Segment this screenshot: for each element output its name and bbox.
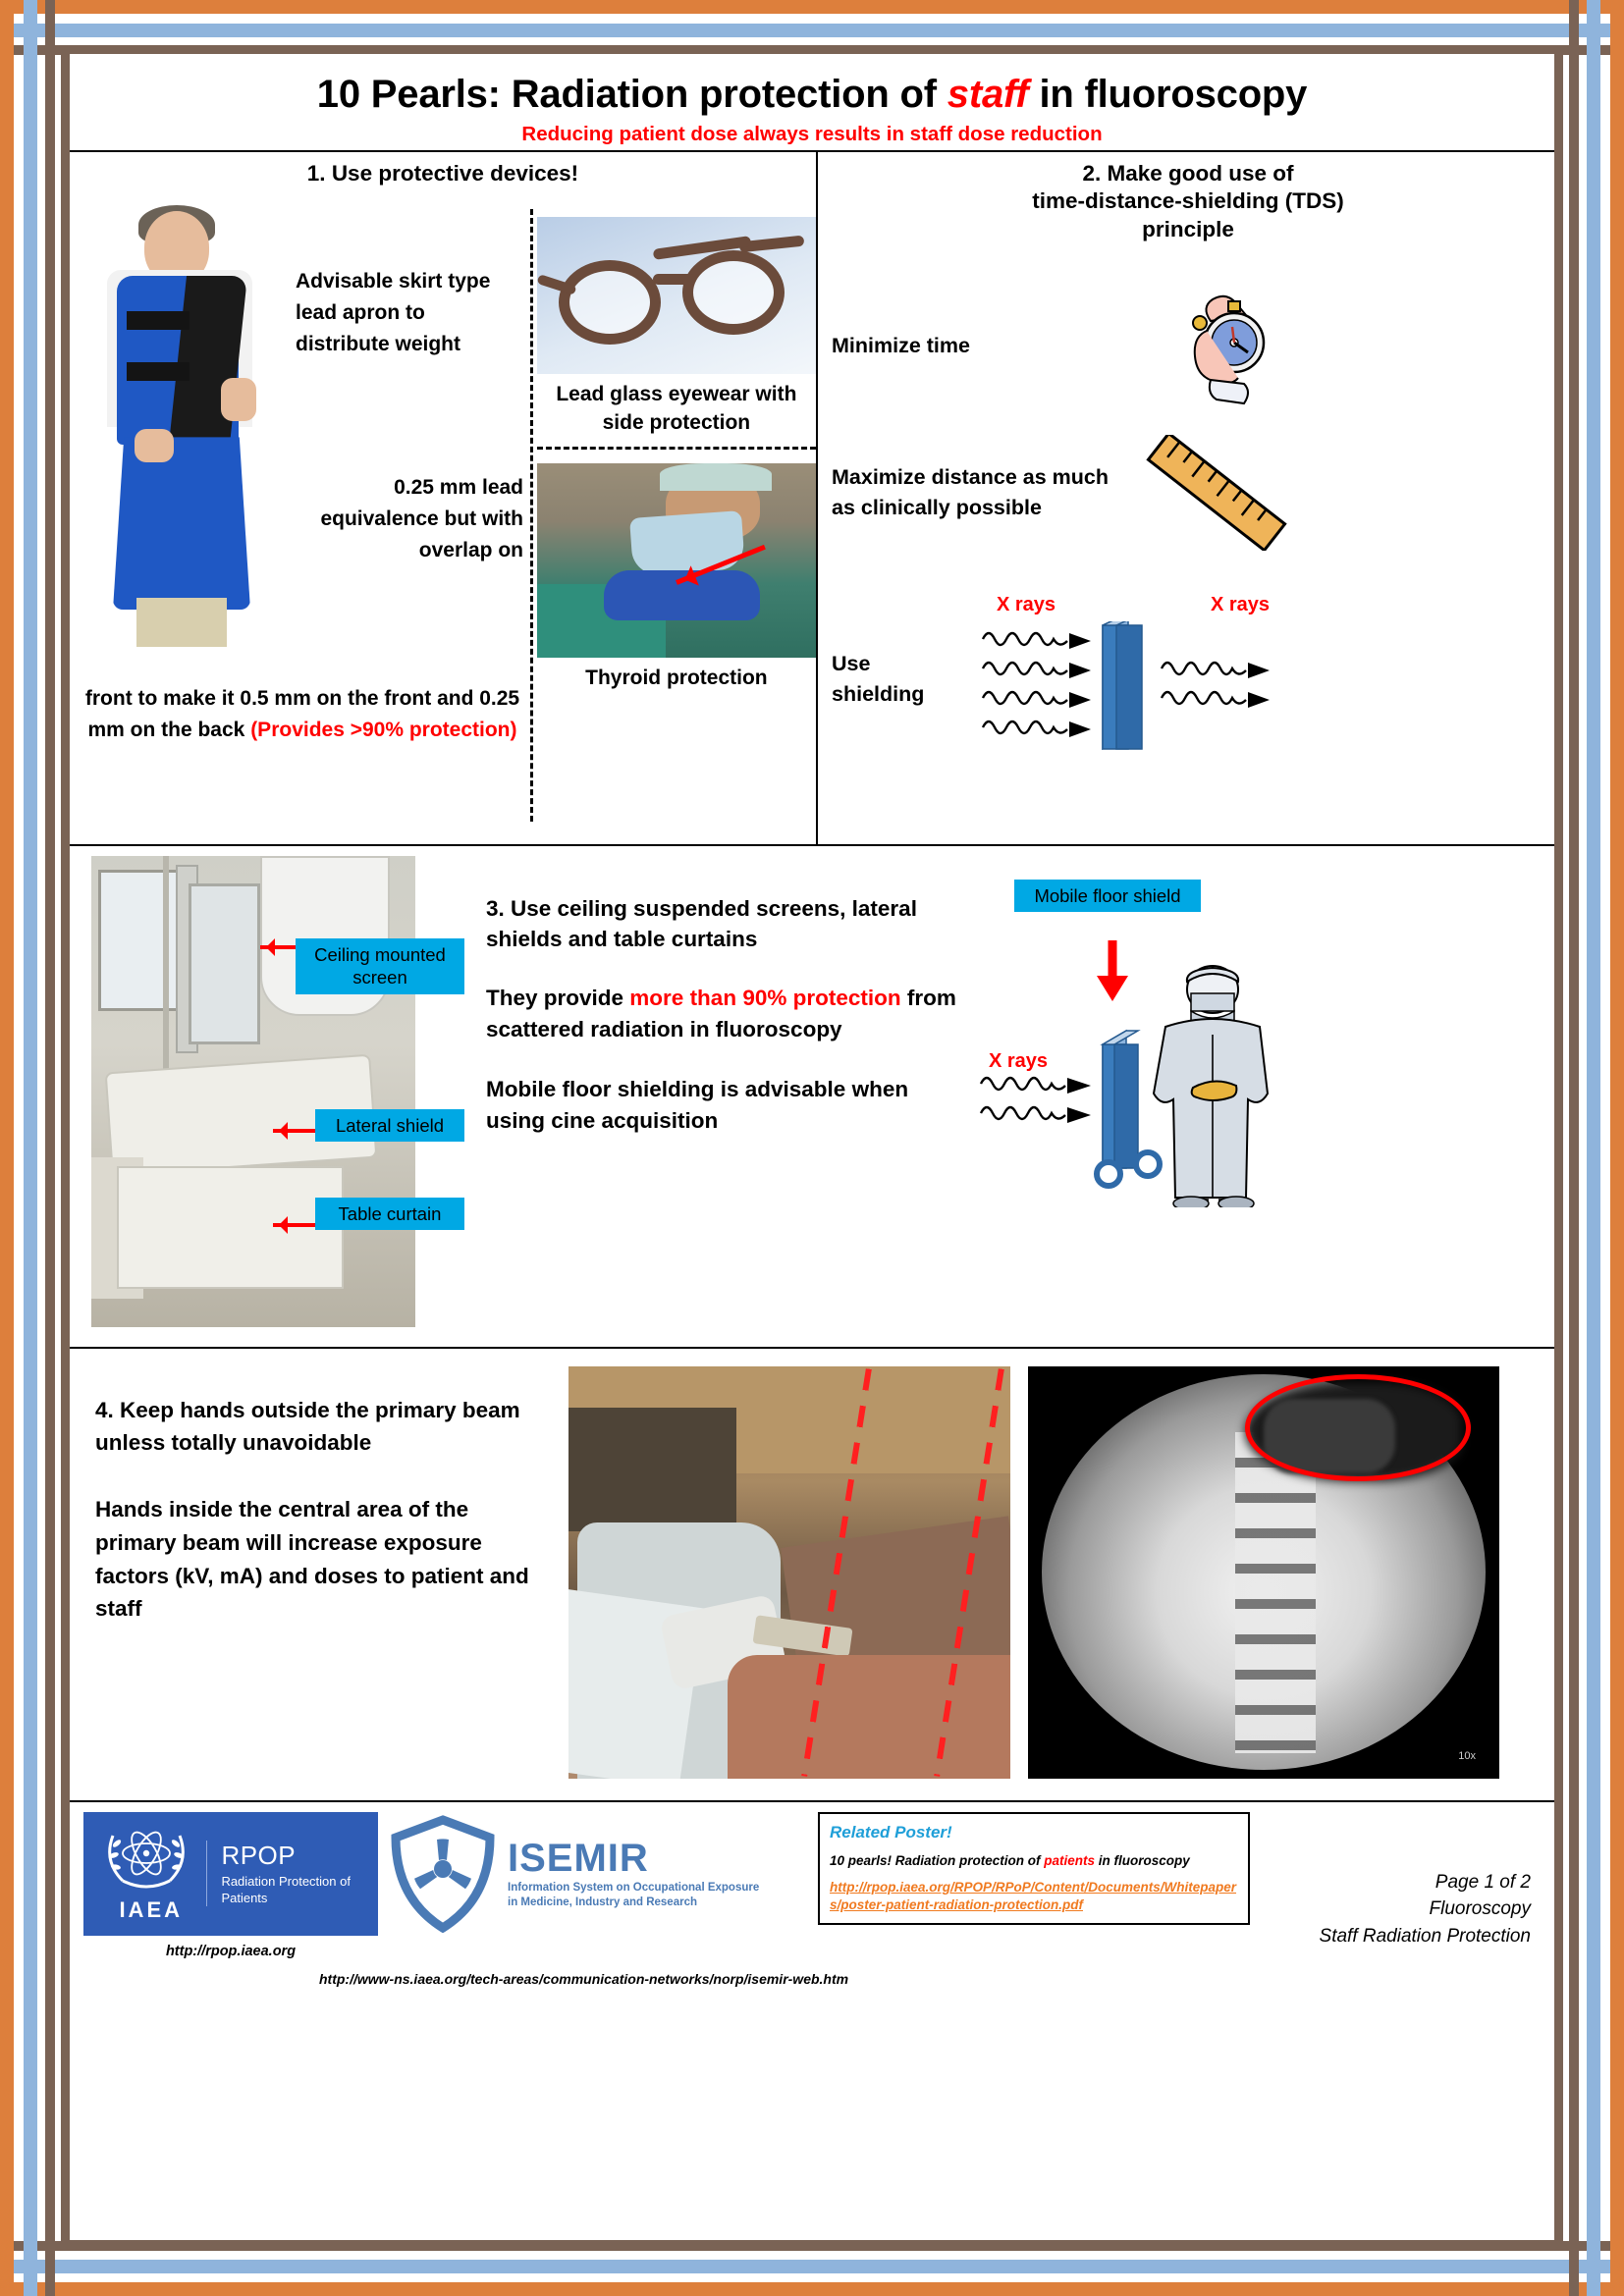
staff-member-illustration [1140, 962, 1287, 1207]
shielding-diagram [979, 594, 1544, 771]
fluoroscopy-room-photo [91, 856, 415, 1327]
xray-label-mobile: X rays [989, 1049, 1049, 1072]
rpop-subtitle: Radiation Protection of Patients [221, 1874, 351, 1905]
title-accent: staff [947, 73, 1029, 116]
frame-bar-blue-top [0, 24, 1624, 37]
tds-use-shielding-label: Use shielding [832, 651, 925, 707]
frame-bar-brown-left [45, 0, 55, 2296]
page-meta-block [1250, 1812, 1544, 1950]
tds-minimize-time-row [832, 288, 1544, 405]
poster-footer [70, 1802, 1554, 1987]
tds-use-shielding-row [832, 594, 1544, 771]
red-ellipse-annotation [1245, 1374, 1471, 1481]
eyewear-caption: Lead glass eyewear with side protection [556, 383, 797, 434]
section-4-keep-hands-outside-beam [70, 1349, 1554, 1800]
frame-bar-orange-left [0, 0, 14, 2296]
section-2-heading-line2: time-distance-shielding (TDS) [1032, 188, 1344, 214]
callout-table-curtain: Table curtain [315, 1198, 464, 1231]
apron-bottom-red: (Provides >90% protection) [250, 718, 517, 741]
atom-laurel-icon [95, 1824, 197, 1896]
isemir-tagline-2: in Medicine, Industry and Research [508, 1896, 697, 1909]
fluoro-corner-mark: 10x [1458, 1749, 1476, 1762]
section-1-protective-devices [70, 152, 816, 844]
radiation-shield-icon [388, 1814, 498, 1934]
isemir-tagline-1: Information System on Occupational Exposure [508, 1882, 760, 1895]
section-2-tds-principle [816, 152, 1554, 844]
page-modality: Fluoroscopy [1429, 1898, 1531, 1920]
callout-mobile-floor-shield: Mobile floor shield [1014, 880, 1201, 913]
related-poster-box [818, 1812, 1250, 1926]
lead-glasses-photo [537, 217, 816, 374]
frame-bar-orange-right [1610, 0, 1624, 2296]
xray-label-left: X rays [997, 593, 1056, 615]
page-number: Page 1 of 2 [1435, 1871, 1531, 1893]
rpop-wordmark: RPOP [221, 1841, 297, 1871]
section-3-shields-screens [70, 846, 1554, 1347]
iaea-wordmark: IAEA [119, 1897, 183, 1923]
frame-bar-orange-bottom [0, 2282, 1624, 2296]
poster-subtitle: Reducing patient dose always results in staff dose reduction [521, 123, 1103, 145]
s3p2-pre: They provide [486, 985, 630, 1010]
thyroid-protection-photo [537, 463, 816, 658]
red-arrow-down-icon [1083, 940, 1142, 1003]
frame-bar-blue-bottom [0, 2260, 1624, 2273]
section-4-paragraph-1: 4. Keep hands outside the primary beam unless totally unavoidable [95, 1397, 520, 1456]
isemir-wordmark: ISEMIR [508, 1837, 649, 1881]
section-2-heading-line3: principle [1142, 217, 1234, 242]
frame-bar-orange-top [0, 0, 1624, 14]
mobile-floor-shield-diagram [975, 856, 1554, 1339]
s3p2-post: from scattered radiation in fluoroscopy [486, 985, 956, 1042]
clinical-procedure-photo [568, 1366, 1010, 1790]
row-sections-1-2 [70, 152, 1554, 844]
lead-apron-photo [83, 205, 290, 647]
iaea-emblem [95, 1824, 206, 1923]
title-text-1: 10 Pearls: Radiation protection of [316, 73, 947, 116]
ruler-icon [1136, 435, 1293, 551]
frame-bar-blue-right [1587, 0, 1600, 2296]
xray-label-right: X rays [1211, 593, 1271, 615]
apron-text-advisable: Advisable skirt type lead apron to distribute weight [296, 270, 491, 356]
isemir-wordmark-block [498, 1837, 759, 1910]
related-url-line-1: http://rpop.iaea.org/RPOP/RPoP/Content/Documents/ [830, 1879, 1164, 1895]
s3p2-red: more than 90% protection [629, 985, 901, 1010]
isemir-block [319, 1812, 849, 1987]
section-1-horizontal-dashed-divider [537, 447, 816, 450]
tds-maximize-distance-label: Maximize distance as much as clinically possible [832, 464, 1109, 519]
section-3-heading: 3. Use ceiling suspended screens, lateral shields and table curtains [486, 895, 917, 952]
section-4-text-block [70, 1366, 561, 1790]
section-4-paragraph-2: Hands inside the central area of the primary beam will increase exposure factors (kV, mA) and doses to patient and staff [95, 1497, 529, 1622]
section-3-paragraph-2 [486, 983, 965, 1046]
section-3-paragraph-3: Mobile floor shielding is advisable when using cine acquisition [486, 1076, 909, 1134]
apron-text-bottom [76, 683, 529, 745]
rpop-url[interactable]: http://rpop.iaea.org [165, 1943, 297, 1959]
iaea-rpop-block [83, 1812, 378, 1959]
callout-lateral-shield: Lateral shield [315, 1109, 464, 1143]
section-1-vertical-dashed-divider [530, 209, 533, 822]
apron-bottom-black: front to make it 0.5 mm on the front and 0.25 mm on the back [84, 687, 520, 741]
section-1-apron-block [70, 187, 530, 826]
poster-header [70, 54, 1554, 150]
rpop-wordmark-block [206, 1841, 366, 1906]
section-2-heading-line1: 2. Make good use of [1082, 160, 1294, 186]
related-url-line-2: Whitepapers/poster-patient-radiation-protection.pdf [830, 1879, 1237, 1913]
isemir-url[interactable]: http://www-ns.iaea.org/tech-areas/communication-networks/norp/isemir-web.htm [319, 1970, 849, 1987]
title-text-2: in fluoroscopy [1028, 73, 1308, 116]
section-3-text-block [464, 856, 975, 1339]
section-2-heading [832, 160, 1544, 244]
related-poster-title: Related Poster! [830, 1822, 952, 1842]
page-title [83, 72, 1541, 117]
section-1-heading: 1. Use protective devices! [306, 160, 579, 186]
stopwatch-icon [1146, 288, 1293, 405]
poster-body [61, 45, 1563, 2249]
related-poster-url[interactable] [830, 1879, 1238, 1916]
iaea-rpop-logo [83, 1812, 378, 1936]
callout-ceiling-mounted-screen: Ceiling mounted screen [296, 938, 464, 994]
fluoroscopic-image [1028, 1366, 1499, 1790]
related-line-pre: 10 pearls! Radiation protection of [830, 1852, 1045, 1868]
frame-bar-blue-left [24, 0, 37, 2296]
related-line-post: in fluoroscopy [1095, 1852, 1190, 1868]
fluoroscopy-room-photo-block [91, 856, 464, 1339]
frame-bar-brown-right [1569, 0, 1579, 2296]
tds-minimize-time-label: Minimize time [832, 334, 970, 358]
page-topic: Staff Radiation Protection [1319, 1925, 1531, 1947]
isemir-logo [388, 1812, 800, 1936]
thyroid-caption: Thyroid protection [585, 667, 768, 690]
related-line-red: patients [1044, 1852, 1096, 1868]
tds-maximize-distance-row [832, 435, 1544, 551]
apron-text-lead-equivalence: 0.25 mm lead equivalence but with overlap on [320, 476, 523, 562]
section-1-devices-column [537, 187, 816, 826]
related-poster-line [830, 1853, 1238, 1868]
